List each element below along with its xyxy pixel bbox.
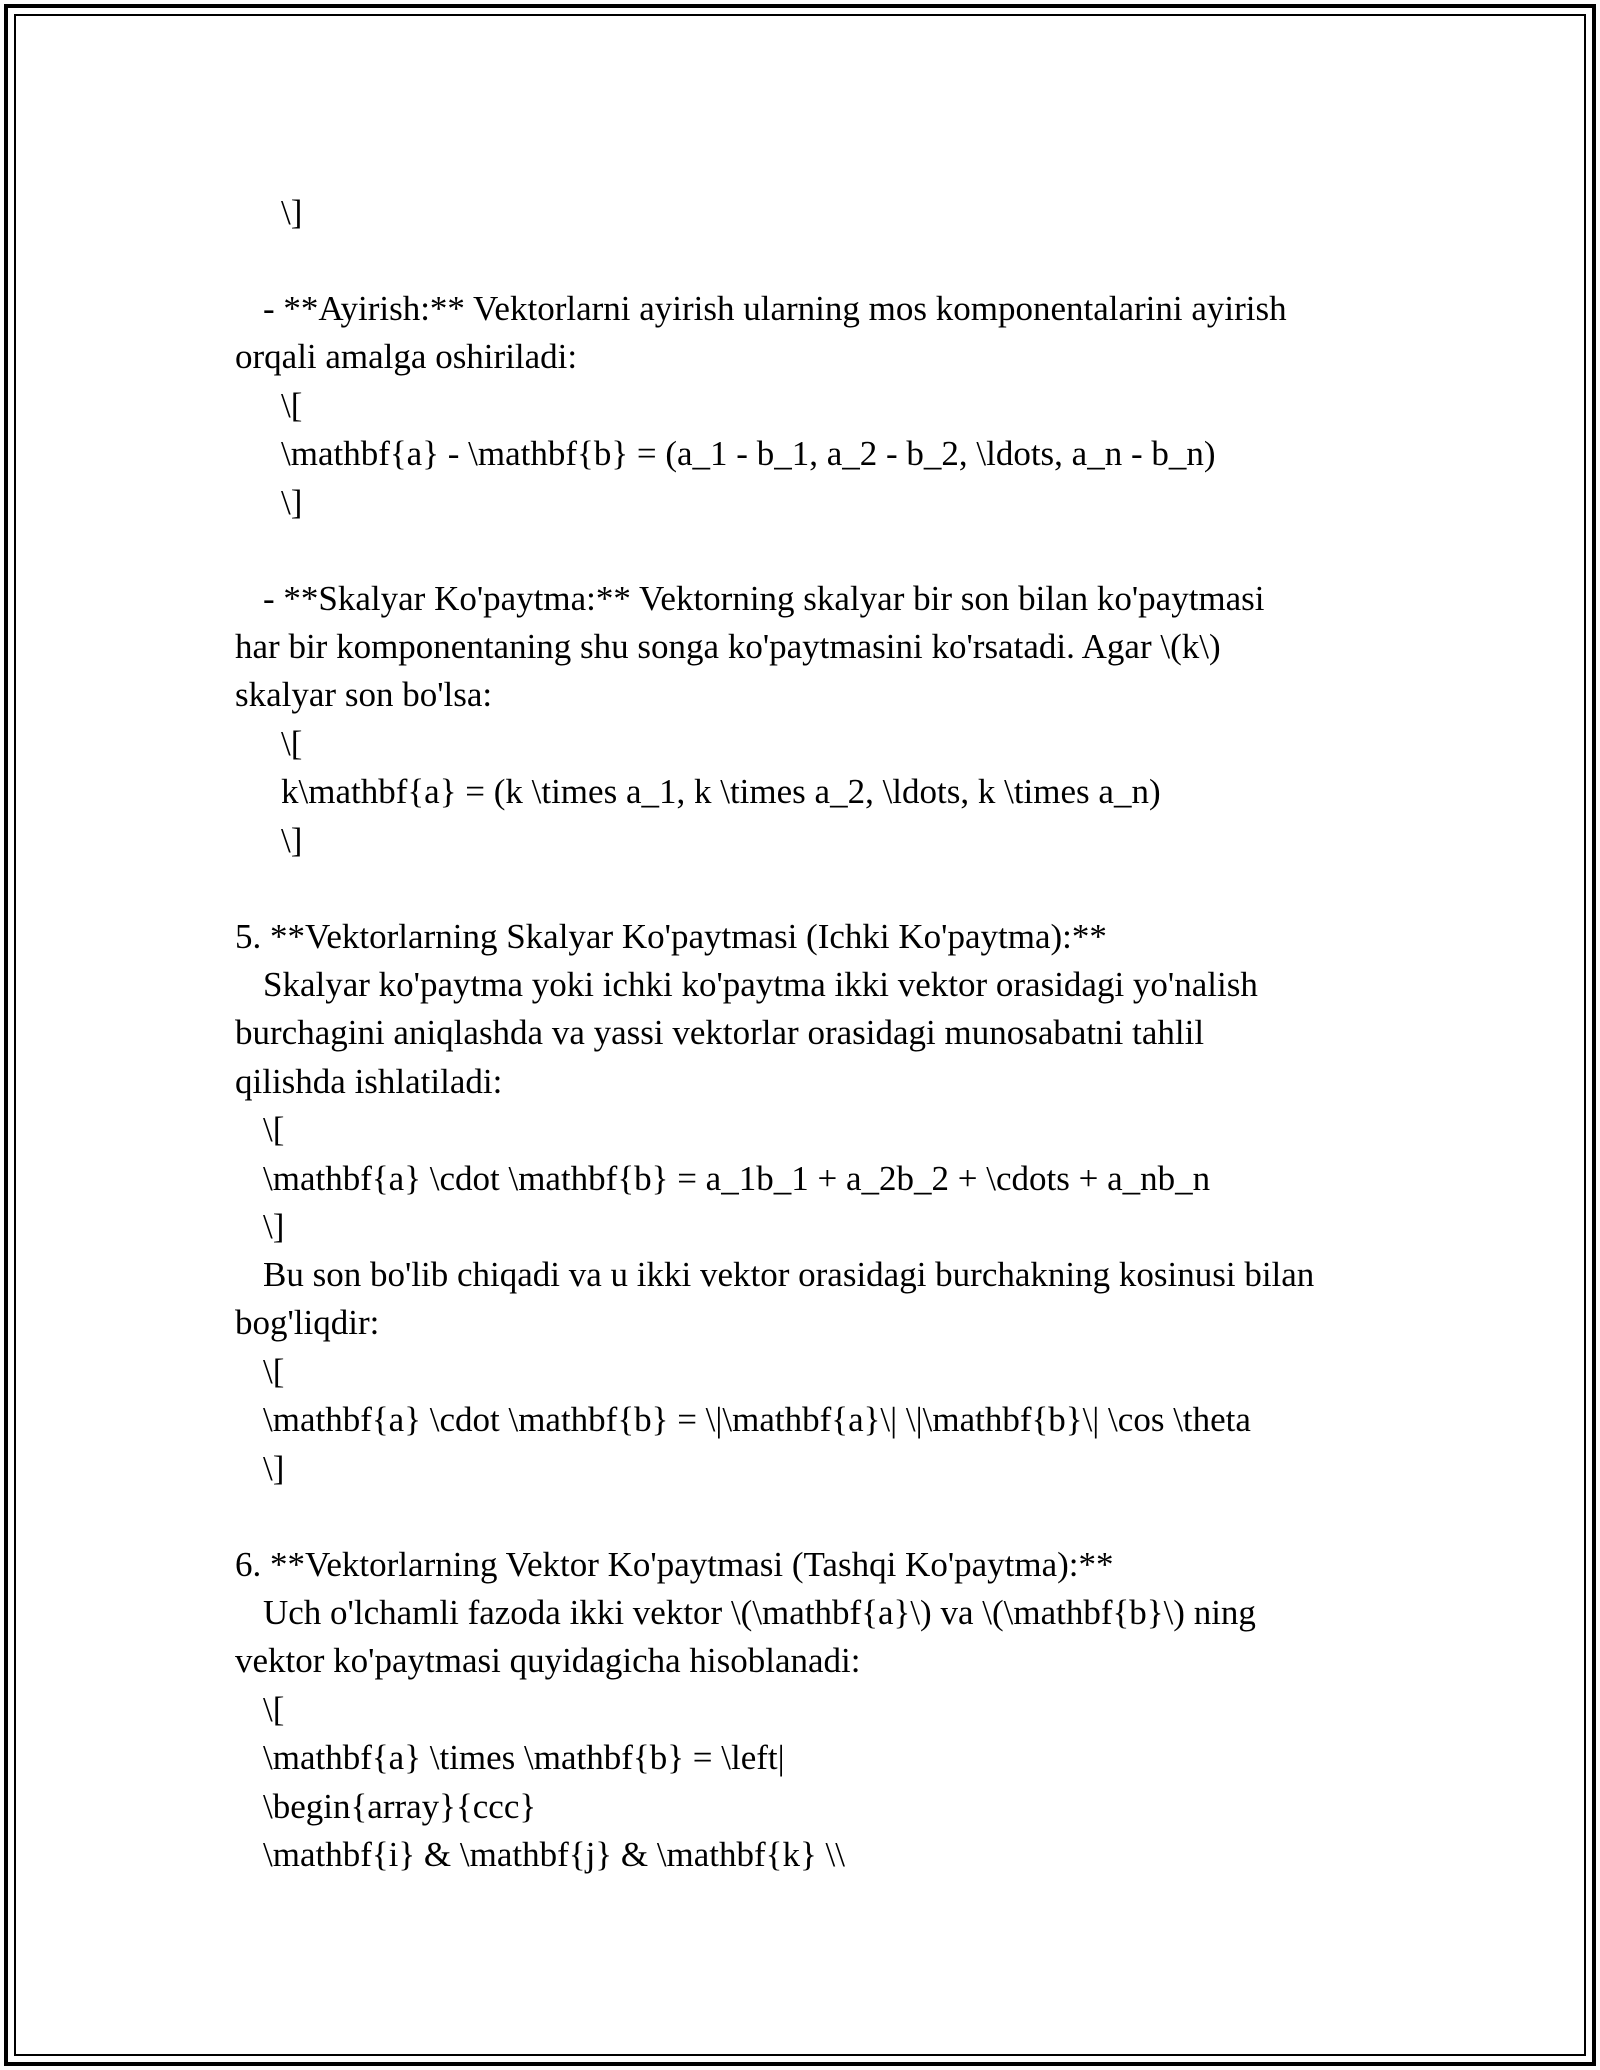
text-line: \] <box>281 193 303 232</box>
text-line: har bir komponentaning shu songa ko'paytmasini ko'rsatadi. Agar \(k\) <box>235 627 1221 666</box>
text-line: \] <box>263 1449 285 1488</box>
text-line: orqali amalga oshiriladi: <box>235 337 578 376</box>
text-line: \[ <box>281 724 303 763</box>
formula-line: k\mathbf{a} = (k \times a_1, k \times a_2, \ldots, k \times a_n) <box>281 772 1161 811</box>
bullet-ayirish: - **Ayirish:** Vektorlarni ayirish ularning mos komponentalarini ayirish <box>263 289 1287 328</box>
text-line: \[ <box>263 1110 285 1149</box>
text-line: burchagini aniqlashda va yassi vektorlar orasidagi munosabatni tahlil <box>235 1013 1205 1052</box>
text-line: vektor ko'paytmasi quyidagicha hisoblanadi: <box>235 1641 861 1680</box>
text-line: skalyar son bo'lsa: <box>235 675 493 714</box>
text-line: \] <box>281 483 303 522</box>
text-line: \[ <box>263 1690 285 1729</box>
text-line: Bu son bo'lib chiqadi va u ikki vektor orasidagi burchakning kosinusi bilan <box>263 1255 1315 1294</box>
formula-line: \mathbf{a} - \mathbf{b} = (a_1 - b_1, a_2 - b_2, \ldots, a_n - b_n) <box>281 434 1216 473</box>
text-line: \] <box>263 1207 285 1246</box>
text-line: \] <box>281 821 303 860</box>
bullet-skalyar: - **Skalyar Ko'paytma:** Vektorning skalyar bir son bilan ko'paytmasi <box>263 579 1265 618</box>
formula-line: \mathbf{a} \times \mathbf{b} = \left| <box>263 1738 785 1777</box>
section-heading-6: 6. **Vektorlarning Vektor Ko'paytmasi (Tashqi Ko'paytma):** <box>235 1545 1114 1584</box>
text-line: Skalyar ko'paytma yoki ichki ko'paytma ikki vektor orasidagi yo'nalish <box>263 965 1258 1004</box>
text-line: Uch o'lchamli fazoda ikki vektor \(\mathbf{a}\) va \(\mathbf{b}\) ning <box>263 1593 1256 1632</box>
formula-line: \begin{array}{ccc} <box>263 1787 537 1826</box>
formula-line: \mathbf{i} & \mathbf{j} & \mathbf{k} \\ <box>263 1835 845 1874</box>
text-line: \[ <box>281 386 303 425</box>
text-line: bog'liqdir: <box>235 1303 380 1342</box>
section-heading-5: 5. **Vektorlarning Skalyar Ko'paytmasi (Ichki Ko'paytma):** <box>235 917 1107 956</box>
text-line: \[ <box>263 1352 285 1391</box>
text-line: qilishda ishlatiladi: <box>235 1062 503 1101</box>
formula-line: \mathbf{a} \cdot \mathbf{b} = \|\mathbf{a}\| \|\mathbf{b}\| \cos \theta <box>263 1400 1251 1439</box>
formula-line: \mathbf{a} \cdot \mathbf{b} = a_1b_1 + a_2b_2 + \cdots + a_nb_n <box>263 1159 1211 1198</box>
